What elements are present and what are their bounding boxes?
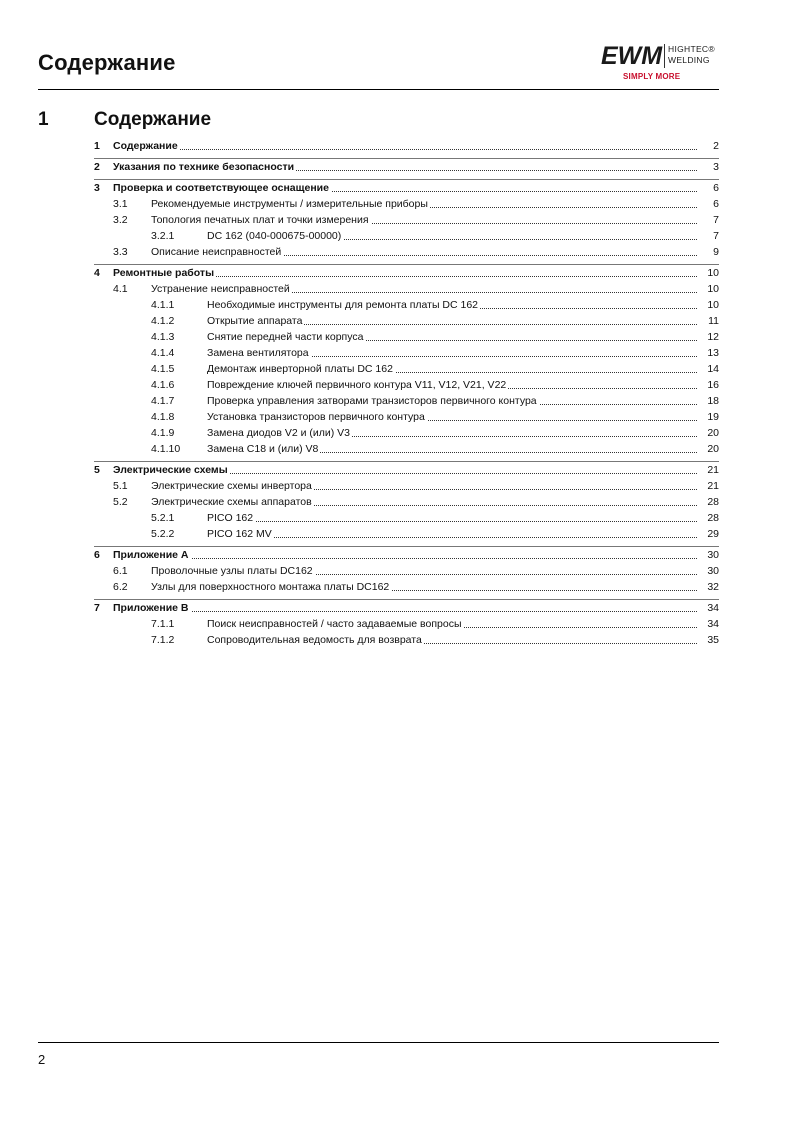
toc-entry-title-wrapper — [113, 265, 719, 281]
toc-entry-title: Открытие аппарата — [207, 315, 303, 327]
toc-entry-title: Установка транзисторов первичного контура — [207, 411, 425, 423]
toc-entry-title: Указания по технике безопасности — [113, 161, 295, 173]
toc-entry[interactable] — [94, 478, 719, 494]
toc-entry[interactable] — [94, 361, 719, 377]
toc-entry-title-wrapper — [207, 361, 719, 377]
toc-entry-page: 28 — [707, 496, 719, 508]
toc-entry-number: 4.1 — [113, 283, 128, 295]
toc-entry-number: 7 — [94, 602, 100, 614]
toc-entry-title: Проверка управления затворами транзисторов первичного контура — [207, 395, 537, 407]
toc-entry-page: 34 — [707, 602, 719, 614]
toc-entry-number: 5.1 — [113, 480, 128, 492]
toc-entry[interactable] — [94, 546, 719, 563]
toc-entry-number: 3.3 — [113, 246, 128, 258]
toc-entry-title: Ремонтные работы — [113, 267, 215, 279]
toc-entry[interactable] — [94, 579, 719, 595]
toc-entry[interactable] — [94, 494, 719, 510]
toc-entry-number: 4.1.3 — [151, 331, 175, 343]
toc-entry-title: Поиск неисправностей / часто задаваемые вопросы — [207, 618, 462, 630]
toc-entry-number: 4 — [94, 267, 100, 279]
toc-entry-page: 30 — [707, 565, 719, 577]
toc-entry[interactable] — [94, 244, 719, 260]
toc-entry[interactable] — [94, 345, 719, 361]
toc-entry[interactable] — [94, 196, 719, 212]
toc-entry-page: 29 — [707, 528, 719, 540]
toc-entry-page: 12 — [707, 331, 719, 343]
toc-entry[interactable] — [94, 281, 719, 297]
toc-entry-title: Приложение B — [113, 602, 189, 614]
logo-line1: HIGHTEC® — [668, 44, 715, 54]
toc-entry-title: PICO 162 — [207, 512, 254, 524]
toc-entry-title-wrapper — [113, 462, 719, 478]
toc-entry[interactable] — [94, 461, 719, 478]
toc-entry-title: Демонтаж инверторной платы DC 162 — [207, 363, 393, 375]
toc-entry-title-wrapper — [151, 494, 719, 510]
toc-entry-page: 14 — [707, 363, 719, 375]
page-number: 2 — [38, 1052, 46, 1067]
toc-entry-title-wrapper — [151, 281, 719, 297]
toc-entry-page: 21 — [707, 464, 719, 476]
toc-entry-title: Электрические схемы — [113, 464, 228, 476]
toc-entry-title: Замена вентилятора — [207, 347, 309, 359]
toc-entry-title-wrapper — [151, 212, 719, 228]
toc-entry-title-wrapper — [207, 377, 719, 393]
toc-entry-page: 18 — [707, 395, 719, 407]
toc-entry-number: 4.1.7 — [151, 395, 175, 407]
toc-entry-page: 19 — [707, 411, 719, 423]
toc-entry-number: 4.1.2 — [151, 315, 175, 327]
toc-entry-title: Замена C18 и (или) V8 — [207, 443, 319, 455]
toc-entry-title-wrapper — [151, 244, 719, 260]
toc-entry-title: Приложение A — [113, 549, 189, 561]
toc-entry-title: PICO 162 MV — [207, 528, 272, 540]
toc-entry-number: 4.1.9 — [151, 427, 175, 439]
toc-entry-title-wrapper — [207, 510, 719, 526]
toc-entry[interactable] — [94, 393, 719, 409]
toc-entry-number: 5.2.2 — [151, 528, 175, 540]
toc-entry-title-wrapper — [151, 579, 719, 595]
toc-entry-number: 4.1.10 — [151, 443, 181, 455]
toc-entry-number: 4.1.4 — [151, 347, 175, 359]
toc-entry[interactable] — [94, 425, 719, 441]
toc-entry-number: 7.1.1 — [151, 618, 175, 630]
toc-entry-title-wrapper — [207, 345, 719, 361]
toc-entry-title-wrapper — [151, 563, 719, 579]
toc-entry-number: 3 — [94, 182, 100, 194]
toc-entry-title: Описание неисправностей — [151, 246, 282, 258]
chapter-title: Содержание — [94, 109, 212, 130]
toc-entry-page: 10 — [707, 267, 719, 279]
toc-entry-title: Замена диодов V2 и (или) V3 — [207, 427, 351, 439]
toc-entry-title: Проверка и соответствующее оснащение — [113, 182, 329, 194]
toc-entry-title: Повреждение ключей первичного контура V11, V12, V21, V22 — [207, 379, 507, 391]
toc-entry-page: 28 — [707, 512, 719, 524]
toc-entry-title: Электрические схемы инвертора — [151, 480, 312, 492]
page-header-title: Содержание — [38, 50, 176, 75]
toc-entry-page: 32 — [707, 581, 719, 593]
toc-entry-number: 5.2 — [113, 496, 128, 508]
toc-entry-page: 21 — [707, 480, 719, 492]
toc-entry-page: 20 — [707, 427, 719, 439]
toc-entry-title: Необходимые инструменты для ремонта платы DC 162 — [207, 299, 479, 311]
toc-entry-title: Проволочные узлы платы DC162 — [151, 565, 313, 577]
toc-entry-title: Содержание — [113, 140, 178, 152]
toc-entry-title-wrapper — [207, 409, 719, 425]
toc-entry-number: 1 — [94, 140, 100, 152]
toc-entry-title-wrapper — [207, 228, 719, 244]
toc-entry-page: 2 — [713, 140, 719, 152]
logo-line2: WELDING — [668, 55, 710, 65]
toc-entry-number: 3.2.1 — [151, 230, 175, 242]
toc-entry-title-wrapper — [207, 616, 719, 632]
toc-entry-title: Сопроводительная ведомость для возврата — [207, 634, 422, 646]
header-divider — [38, 89, 719, 90]
toc-entry[interactable] — [94, 409, 719, 425]
toc-entry-page: 6 — [713, 182, 719, 194]
toc-entry-number: 6.1 — [113, 565, 128, 577]
toc-entry-title-wrapper — [113, 159, 719, 175]
toc-entry-page: 9 — [713, 246, 719, 258]
toc-entry-page: 30 — [707, 549, 719, 561]
toc-entry-title-wrapper — [207, 329, 719, 345]
toc-entry[interactable] — [94, 313, 719, 329]
toc-entry-title: Топология печатных плат и точки измерения — [151, 214, 369, 226]
toc-entry-title-wrapper — [207, 313, 719, 329]
toc-entry[interactable] — [94, 563, 719, 579]
toc-entry[interactable] — [94, 632, 719, 648]
toc-entry-page: 3 — [713, 161, 719, 173]
logo-tagline: SIMPLY MORE — [623, 72, 681, 81]
logo-brand: EWM — [601, 42, 663, 70]
toc-entry-title-wrapper — [113, 600, 719, 616]
toc-entry-title: Узлы для поверхностного монтажа платы DC162 — [151, 581, 390, 593]
toc-entry-number: 4.1.1 — [151, 299, 175, 311]
toc-entry-number: 5.2.1 — [151, 512, 175, 524]
toc-entry-title: Снятие передней части корпуса — [207, 331, 364, 343]
toc-entry-title: Рекомендуемые инструменты / измерительные приборы — [151, 198, 428, 210]
toc-entry-title-wrapper — [207, 526, 719, 542]
toc-entry-page: 6 — [713, 198, 719, 210]
toc-entry-number: 4.1.5 — [151, 363, 175, 375]
toc-entry[interactable] — [94, 228, 719, 244]
toc-entry[interactable] — [94, 526, 719, 542]
toc-entry[interactable] — [94, 616, 719, 632]
table-of-contents — [94, 138, 719, 648]
toc-entry-title: DC 162 (040-000675-00000) — [207, 230, 342, 242]
footer-divider — [38, 1042, 719, 1043]
toc-entry[interactable] — [94, 212, 719, 228]
toc-entry[interactable] — [94, 441, 719, 457]
toc-entry[interactable] — [94, 264, 719, 281]
toc-entry-number: 5 — [94, 464, 100, 476]
toc-entry-title-wrapper — [207, 297, 719, 313]
toc-entry-number: 4.1.6 — [151, 379, 175, 391]
toc-entry-number: 3.1 — [113, 198, 128, 210]
toc-entry[interactable] — [94, 158, 719, 175]
toc-entry-title-wrapper — [113, 547, 719, 563]
toc-entry-title-wrapper — [113, 138, 719, 154]
toc-entry[interactable] — [94, 329, 719, 345]
toc-entry-number: 7.1.2 — [151, 634, 175, 646]
logo-subtitle — [668, 44, 715, 66]
toc-entry-page: 10 — [707, 283, 719, 295]
toc-entry-number: 6.2 — [113, 581, 128, 593]
toc-entry[interactable] — [94, 377, 719, 393]
toc-entry-title-wrapper — [207, 632, 719, 648]
toc-entry-page: 11 — [708, 315, 719, 327]
toc-entry-page: 7 — [713, 230, 719, 242]
toc-entry-page: 16 — [707, 379, 719, 391]
toc-entry-number: 6 — [94, 549, 100, 561]
toc-entry-page: 35 — [707, 634, 719, 646]
toc-entry-title: Электрические схемы аппаратов — [151, 496, 312, 508]
toc-entry-title-wrapper — [207, 441, 719, 457]
toc-entry-page: 34 — [707, 618, 719, 630]
toc-entry-page: 7 — [713, 214, 719, 226]
toc-entry[interactable] — [94, 179, 719, 196]
toc-entry-title-wrapper — [207, 393, 719, 409]
toc-entry-title-wrapper — [151, 478, 719, 494]
logo-divider — [664, 44, 665, 68]
toc-entry-title: Устранение неисправностей — [151, 283, 290, 295]
chapter-number: 1 — [38, 109, 49, 130]
toc-entry-number: 3.2 — [113, 214, 128, 226]
toc-entry[interactable] — [94, 510, 719, 526]
toc-entry-number: 2 — [94, 161, 100, 173]
toc-entry-page: 10 — [707, 299, 719, 311]
ewm-logo — [601, 40, 719, 85]
toc-entry-page: 13 — [707, 347, 719, 359]
toc-entry-title-wrapper — [113, 180, 719, 196]
toc-entry-title-wrapper — [207, 425, 719, 441]
toc-entry[interactable] — [94, 599, 719, 616]
toc-entry-title-wrapper — [151, 196, 719, 212]
toc-entry-page: 20 — [707, 443, 719, 455]
toc-entry[interactable] — [94, 138, 719, 154]
toc-entry[interactable] — [94, 297, 719, 313]
toc-entry-number: 4.1.8 — [151, 411, 175, 423]
